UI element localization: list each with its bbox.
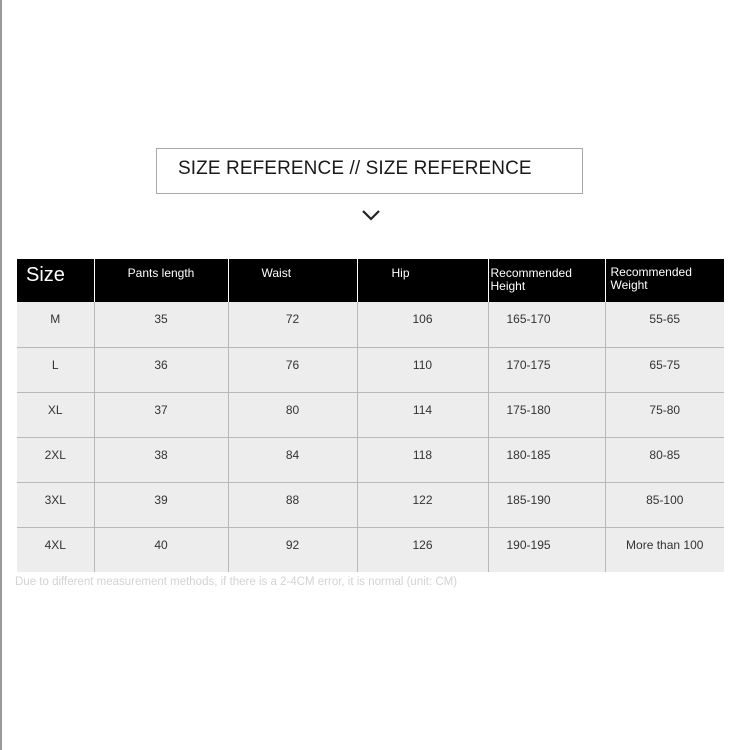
cell-hip: 118 <box>357 437 488 482</box>
cell-recommended-height: 190-195 <box>488 527 605 572</box>
cell-hip: 110 <box>357 347 488 392</box>
cell-hip: 106 <box>357 302 488 347</box>
header-waist: Waist <box>228 259 357 302</box>
cell-pants-length: 40 <box>94 527 228 572</box>
cell-pants-length: 37 <box>94 392 228 437</box>
page-title: SIZE REFERENCE // SIZE REFERENCE <box>178 158 532 179</box>
header-recommended-height: Recommended Height <box>488 259 605 302</box>
measurement-note: Due to different measurement methods, if there is a 2-4CM error, it is normal (unit: CM) <box>15 576 458 588</box>
cell-waist: 84 <box>228 437 357 482</box>
cell-recommended-weight: 65-75 <box>605 347 724 392</box>
cell-hip: 126 <box>357 527 488 572</box>
cell-recommended-weight: 85-100 <box>605 482 724 527</box>
cell-size: 3XL <box>17 482 94 527</box>
cell-waist: 92 <box>228 527 357 572</box>
cell-size: XL <box>17 392 94 437</box>
cell-waist: 76 <box>228 347 357 392</box>
left-edge-divider <box>0 0 2 750</box>
table-row <box>17 347 724 392</box>
cell-pants-length: 35 <box>94 302 228 347</box>
cell-hip: 122 <box>357 482 488 527</box>
cell-size: M <box>17 302 94 347</box>
cell-recommended-weight: More than 100 <box>605 527 724 572</box>
cell-pants-length: 39 <box>94 482 228 527</box>
header-pants-length: Pants length <box>94 259 228 302</box>
cell-size: 4XL <box>17 527 94 572</box>
table-row <box>17 437 724 482</box>
table-row <box>17 392 724 437</box>
cell-pants-length: 36 <box>94 347 228 392</box>
table-row <box>17 302 724 347</box>
cell-recommended-height: 180-185 <box>488 437 605 482</box>
cell-recommended-height: 170-175 <box>488 347 605 392</box>
cell-waist: 88 <box>228 482 357 527</box>
cell-waist: 72 <box>228 302 357 347</box>
header-hip: Hip <box>357 259 488 302</box>
title-box <box>156 148 583 194</box>
cell-recommended-height: 165-170 <box>488 302 605 347</box>
cell-size: 2XL <box>17 437 94 482</box>
cell-size: L <box>17 347 94 392</box>
table-header-row <box>17 259 724 302</box>
cell-waist: 80 <box>228 392 357 437</box>
cell-hip: 114 <box>357 392 488 437</box>
cell-recommended-weight: 75-80 <box>605 392 724 437</box>
chevron-down-icon <box>360 204 382 226</box>
cell-recommended-weight: 80-85 <box>605 437 724 482</box>
cell-recommended-height: 185-190 <box>488 482 605 527</box>
cell-recommended-weight: 55-65 <box>605 302 724 347</box>
table-row <box>17 527 724 572</box>
table-row <box>17 482 724 527</box>
cell-recommended-height: 175-180 <box>488 392 605 437</box>
cell-pants-length: 38 <box>94 437 228 482</box>
size-chart-table <box>17 259 724 572</box>
header-size: Size <box>17 259 94 302</box>
header-recommended-weight: Recommended Weight <box>605 259 724 302</box>
